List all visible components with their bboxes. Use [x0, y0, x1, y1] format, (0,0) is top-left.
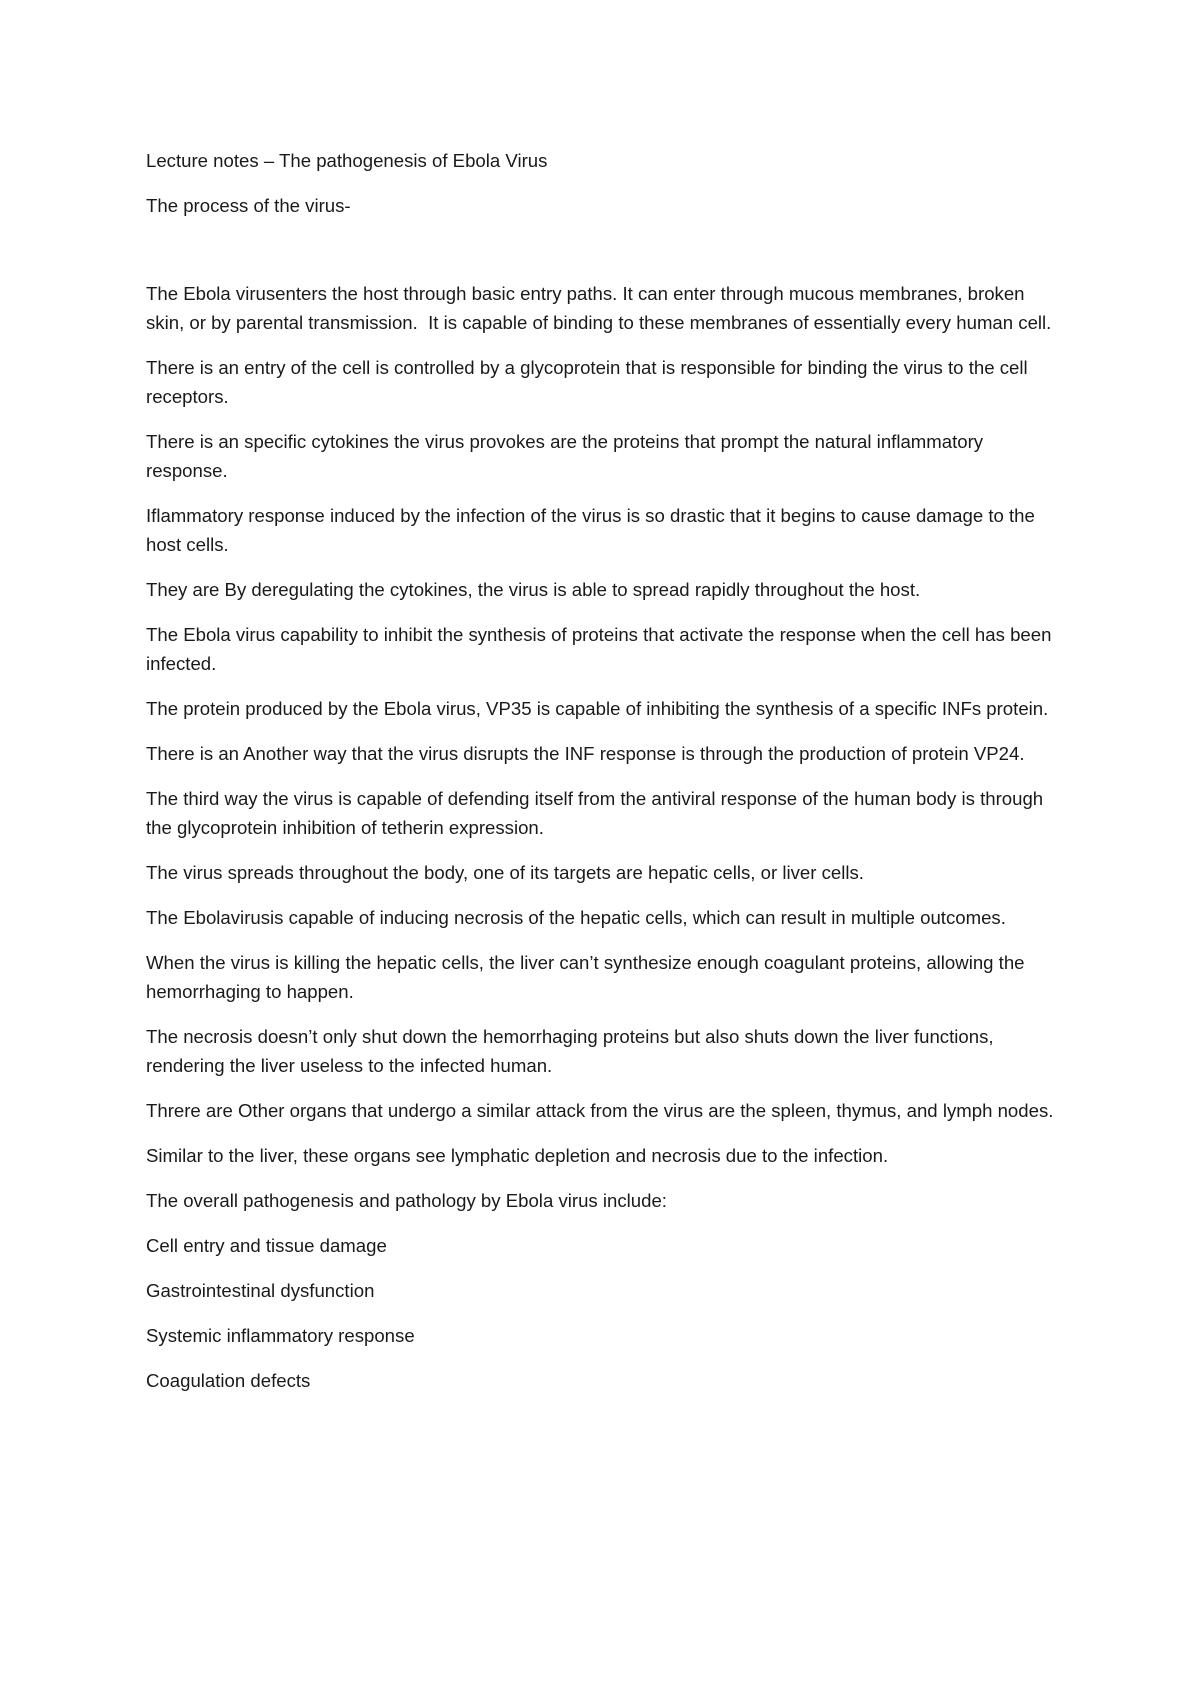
list-item: Gastrointestinal dysfunction [146, 1280, 375, 1301]
paragraph: The Ebolavirusis capable of inducing necrosis of the hepatic cells, which can result in multiple outcomes. [146, 907, 1006, 928]
paragraph: There is an specific cytokines the virus provokes are the proteins that prompt the natural inflammatory response. [146, 431, 989, 481]
paragraph: The third way the virus is capable of defending itself from the antiviral response of the human body is through the glycoprotein inhibition of tetherin expression. [146, 788, 1049, 838]
paragraph: The Ebola virusenters the host through basic entry paths. It can enter through mucous membranes, broken skin, or by parental transmission. It is capable of binding to these membranes of essentially every human cell. [146, 283, 1052, 333]
paragraph: Similar to the liver, these organs see lymphatic depletion and necrosis due to the infection. [146, 1145, 889, 1166]
list-item: Coagulation defects [146, 1370, 311, 1391]
paragraph: The overall pathogenesis and pathology by Ebola virus include: [146, 1190, 667, 1211]
paragraph: The necrosis doesn’t only shut down the hemorrhaging proteins but also shuts down the liver functions, rendering the liver useless to the infected human. [146, 1026, 999, 1076]
paragraph: The virus spreads throughout the body, one of its targets are hepatic cells, or liver cells. [146, 862, 864, 883]
paragraph: The Ebola virus capability to inhibit the synthesis of proteins that activate the response when the cell has been infected. [146, 624, 1057, 674]
document-title: Lecture notes – The pathogenesis of Ebola Virus [146, 150, 548, 171]
paragraph: When the virus is killing the hepatic cells, the liver can’t synthesize enough coagulant proteins, allowing the hemorrhaging to happen. [146, 952, 1030, 1002]
paragraph: They are By deregulating the cytokines, the virus is able to spread rapidly throughout the host. [146, 579, 921, 600]
document-body [146, 146, 1066, 1411]
list-item: Systemic inflammatory response [146, 1325, 415, 1346]
document-subtitle: The process of the virus- [146, 195, 351, 216]
paragraph: There is an Another way that the virus disrupts the INF response is through the production of protein VP24. [146, 743, 1025, 764]
paragraph: The protein produced by the Ebola virus, VP35 is capable of inhibiting the synthesis of a specific INFs protein. [146, 698, 1049, 719]
paragraph: Iflammatory response induced by the infection of the virus is so drastic that it begins to cause damage to the host cells. [146, 505, 1041, 555]
paragraph: Threre are Other organs that undergo a similar attack from the virus are the spleen, thymus, and lymph nodes. [146, 1100, 1054, 1121]
paragraph: There is an entry of the cell is controlled by a glycoprotein that is responsible for binding the virus to the cell receptors. [146, 357, 1033, 407]
list-item: Cell entry and tissue damage [146, 1235, 387, 1256]
